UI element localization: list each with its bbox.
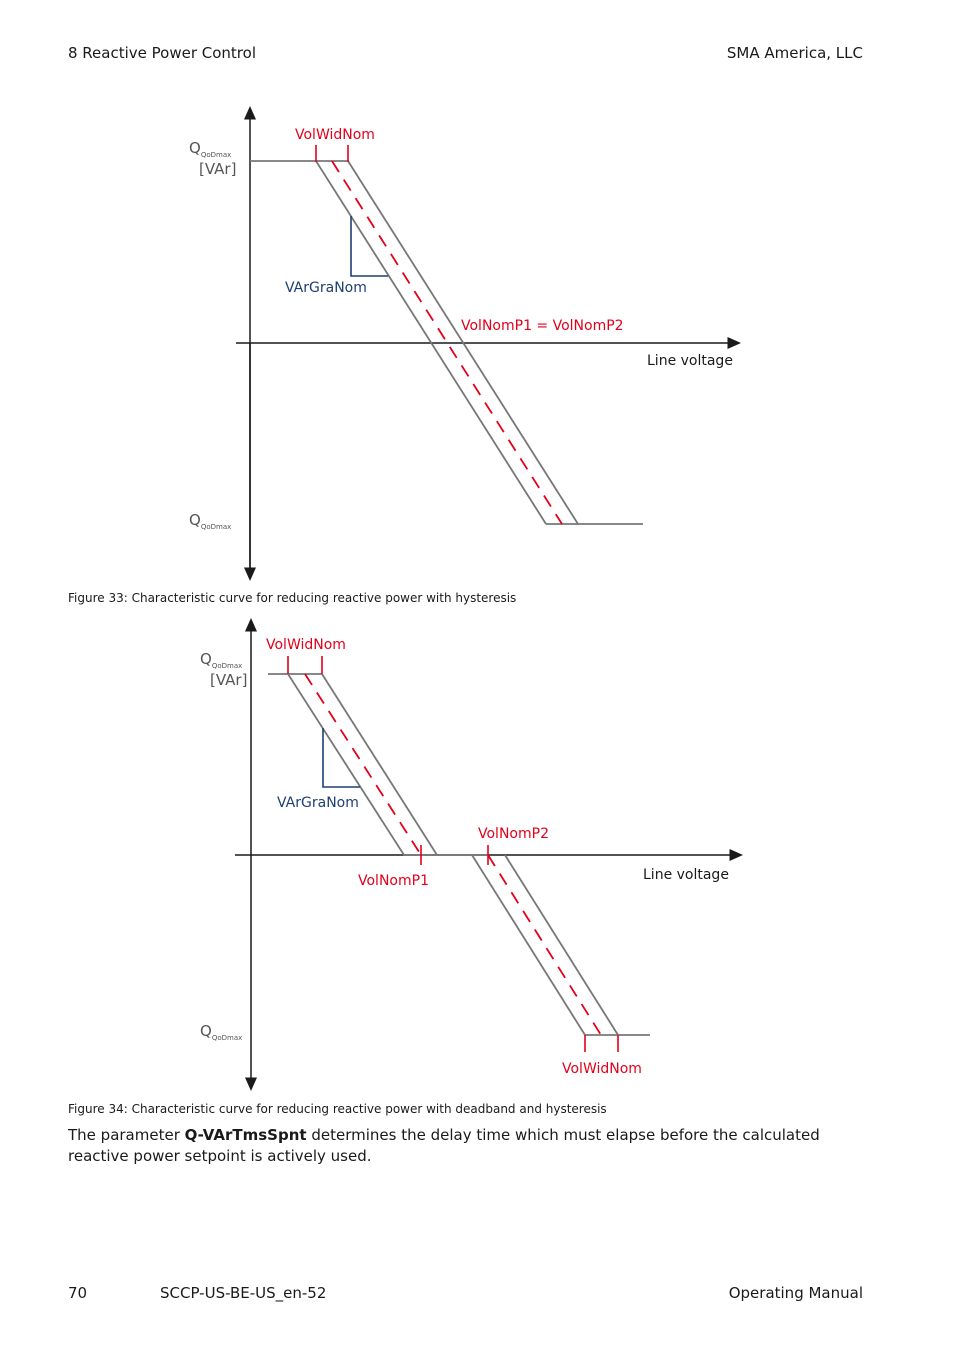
curve-left-lower (472, 855, 585, 1035)
paragraph-pre: The parameter (68, 1126, 185, 1144)
lower-dashed-line (488, 855, 601, 1035)
header-section-title: 8 Reactive Power Control (68, 44, 256, 62)
curve-right-upper (322, 674, 437, 855)
q-bottom-label: $Q_{QoDmax}$ (189, 511, 232, 531)
vargranom-label: VArGraNom (277, 795, 359, 811)
volwidnom-label: VolWidNom (295, 127, 375, 143)
parameter-name: Q-VArTmsSpnt (184, 1126, 307, 1144)
volnom-label: VolNomP1 = VolNomP2 (461, 318, 624, 334)
vargranom-label: VArGraNom (285, 280, 367, 296)
header-company: SMA America, LLC (726, 44, 863, 62)
figure-34-caption: Figure 34: Characteristic curve for reducing reactive power with deadband and hysteresis (68, 1102, 607, 1116)
x-axis-label: Line voltage (643, 867, 729, 883)
q-bottom-label: $Q_{QoDmax}$ (200, 1022, 243, 1042)
q-top-label: $Q_{QoDmax}$ (189, 139, 232, 159)
volnomp1-label: VolNomP1 (358, 873, 429, 889)
footer-page-number: 70 (68, 1284, 88, 1302)
figure-33-caption: Figure 33: Characteristic curve for reducing reactive power with hysteresis (68, 591, 517, 605)
volwidnom-top-label: VolWidNom (266, 637, 346, 653)
figure-34-chart (0, 610, 954, 1110)
x-axis-label: Line voltage (647, 353, 733, 369)
volnomp2-label: VolNomP2 (478, 826, 549, 842)
footer-doc-id: SCCP-US-BE-US_en-52 (160, 1284, 327, 1302)
q-top-label: $Q_{QoDmax}$ (200, 650, 243, 670)
footer-doc-type: Operating Manual (728, 1284, 863, 1302)
volwidnom-bottom-label: VolWidNom (562, 1061, 642, 1077)
figure-33-chart (0, 0, 954, 590)
paragraph-post: determines the delay time which must elapse before the calculated reactive power setpoint is actively used. (68, 1126, 820, 1165)
curve-left-upper (268, 674, 404, 855)
unit-label: [VAr] (199, 160, 237, 178)
curve-right-lower (505, 855, 650, 1035)
body-paragraph (68, 1125, 868, 1167)
unit-label: [VAr] (210, 671, 248, 689)
